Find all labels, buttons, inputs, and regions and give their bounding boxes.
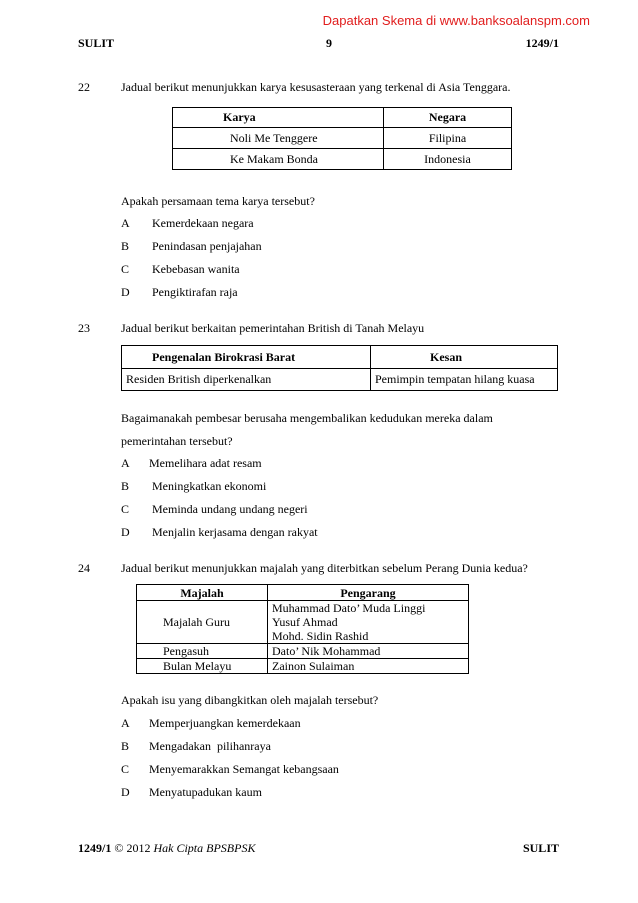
option-letter: D <box>121 285 130 299</box>
page-number: 9 <box>326 36 332 50</box>
option-text: Menyemarakkan Semangat kebangsaan <box>149 762 339 776</box>
table-header: Karya <box>173 108 384 128</box>
option-letter: B <box>121 479 130 493</box>
option-text: Kebebasan wanita <box>152 262 240 276</box>
option-letter: A <box>121 456 130 470</box>
table-cell: Indonesia <box>384 149 512 170</box>
question-prompt: Apakah isu yang dibangkitkan oleh majalah tersebut? <box>121 693 379 707</box>
watermark-link: Dapatkan Skema di www.banksoalanspm.com <box>322 13 590 28</box>
question-stem: Jadual berikut menunjukkan karya kesusasteraan yang terkenal di Asia Tenggara. <box>121 80 511 94</box>
table-header: Pengenalan Birokrasi Barat <box>122 346 371 369</box>
question-number: 24 <box>78 561 90 575</box>
option-text: Memperjuangkan kemerdekaan <box>149 716 301 730</box>
question-stem: Jadual berikut menunjukkan majalah yang diterbitkan sebelum Perang Dunia kedua? <box>121 561 528 575</box>
option-letter: D <box>121 785 130 799</box>
author-name: Muhammad Dato’ Muda Linggi <box>272 601 426 615</box>
paper-code: 1249/1 <box>525 36 559 50</box>
option-letter: C <box>121 502 130 516</box>
footer-year: © 2012 <box>114 841 151 855</box>
option-letter: D <box>121 525 130 539</box>
footer-classification: SULIT <box>522 841 559 855</box>
table-header: Pengarang <box>268 585 469 601</box>
question-prompt: pemerintahan tersebut? <box>121 434 233 448</box>
option-text: Penindasan penjajahan <box>152 239 262 253</box>
table-header: Kesan <box>371 346 558 369</box>
question-number: 23 <box>78 321 90 335</box>
option-letter: C <box>121 262 130 276</box>
table-header: Negara <box>384 108 512 128</box>
option-text: Menjalin kerjasama dengan rakyat <box>152 525 318 539</box>
footer-code: 1249/1 <box>78 841 112 855</box>
works-table <box>172 107 512 170</box>
question-prompt: Apakah persamaan tema karya tersebut? <box>121 194 315 208</box>
table-cell: Residen British diperkenalkan <box>122 369 371 391</box>
option-text: Pengiktirafan raja <box>152 285 238 299</box>
question-stem: Jadual berikut berkaitan pemerintahan British di Tanah Melayu <box>121 321 425 335</box>
table-cell: Noli Me Tenggere <box>173 128 384 149</box>
author-name: Yusuf Ahmad <box>272 615 338 629</box>
table-cell: Pemimpin tempatan hilang kuasa <box>371 369 558 391</box>
magazine-table <box>136 584 469 674</box>
option-letter: A <box>121 216 130 230</box>
author-name: Dato’ Nik Mohammad <box>268 644 469 659</box>
option-letter: B <box>121 239 130 253</box>
option-letter: C <box>121 762 130 776</box>
question-number: 22 <box>78 80 90 94</box>
table-cell: Pengasuh <box>137 644 268 659</box>
header-classification: SULIT <box>78 36 115 50</box>
option-text: Kemerdekaan negara <box>152 216 254 230</box>
table-cell: Ke Makam Bonda <box>173 149 384 170</box>
option-text: Meminda undang undang negeri <box>152 502 308 516</box>
option-letter: A <box>121 716 130 730</box>
table-cell: Bulan Melayu <box>137 659 268 674</box>
option-text: Memelihara adat resam <box>149 456 262 470</box>
table-cell: Majalah Guru <box>137 601 268 644</box>
author-name: Mohd. Sidin Rashid <box>272 629 369 643</box>
footer-copyright <box>78 841 255 856</box>
option-text: Meningkatkan ekonomi <box>152 479 267 493</box>
option-text: Menyatupadukan kaum <box>149 785 262 799</box>
option-letter: B <box>121 739 130 753</box>
british-table <box>121 345 558 391</box>
option-text: Mengadakan pilihanraya <box>149 739 271 753</box>
table-header: Majalah <box>137 585 268 601</box>
footer-holder: Hak Cipta BPSBPSK <box>153 841 256 855</box>
table-cell: Filipina <box>384 128 512 149</box>
question-prompt: Bagaimanakah pembesar berusaha mengembalikan kedudukan mereka dalam <box>121 411 493 425</box>
author-name: Zainon Sulaiman <box>268 659 469 674</box>
